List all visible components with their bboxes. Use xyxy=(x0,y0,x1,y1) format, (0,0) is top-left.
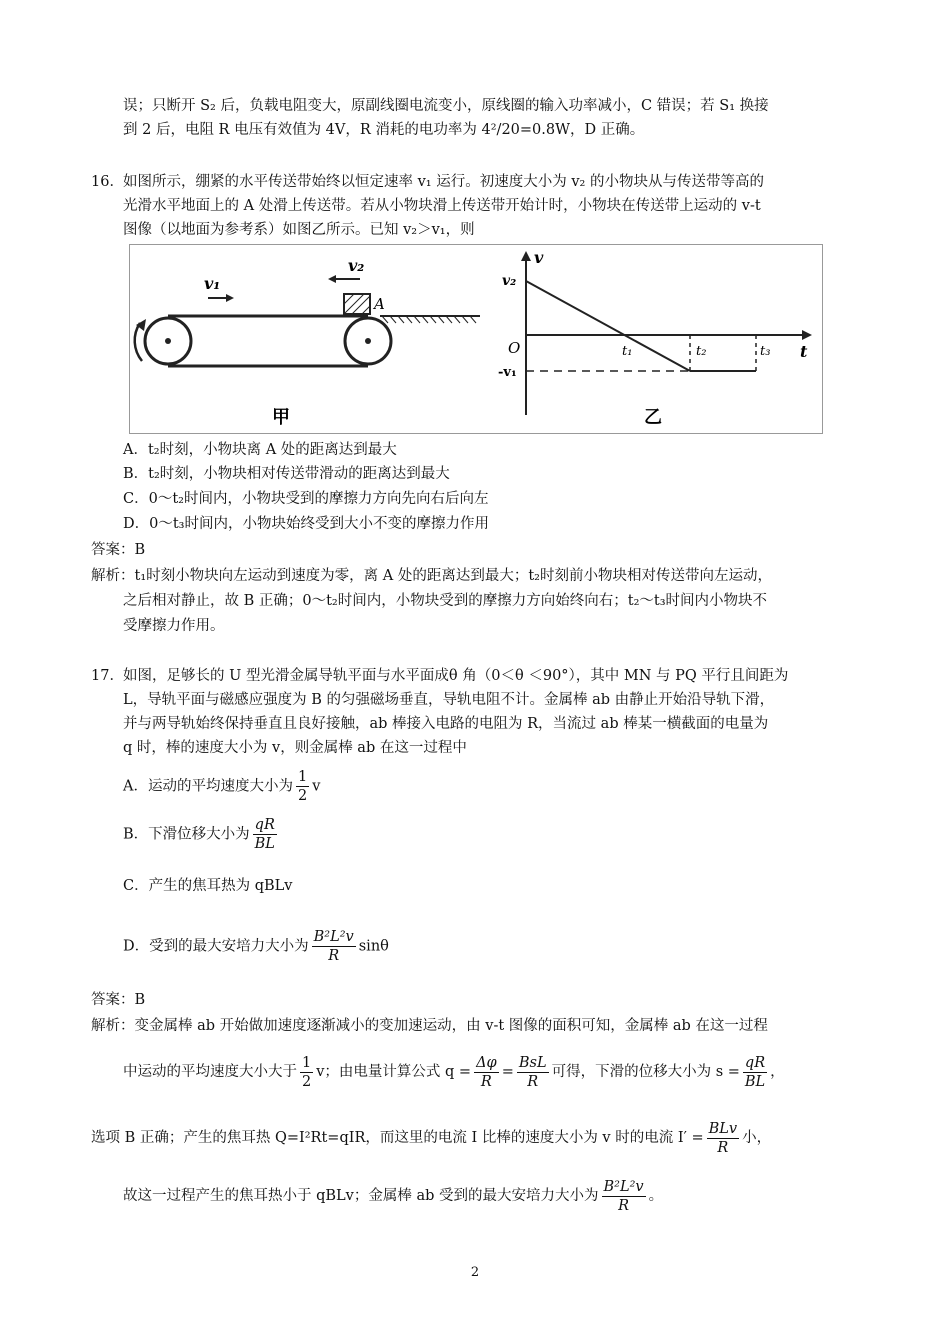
question-17-stem: 如图，足够长的 U 型光滑金属导轨平面与水平面成θ 角（0＜θ ＜90°），其中 MN 与 PQ 平行且间距为 xyxy=(123,668,789,684)
question-17-stem: L，导轨平面与磁感应强度为 B 的匀强磁场垂直，导轨电阻不计。金属棒 ab 由静止开始沿导轨下滑， xyxy=(123,692,775,708)
right-pulley-axle xyxy=(365,338,371,344)
block xyxy=(344,294,370,314)
t1-label: t₁ xyxy=(622,344,633,359)
option-d-tail: sinθ xyxy=(358,938,389,955)
option-b xyxy=(123,816,280,853)
fraction: $\frac{1}{2}$ xyxy=(297,769,308,804)
question-17-stem: 并与两导轨始终保持垂直且良好接触，ab 棒接入电路的电阻为 R，当流过 ab 棒某一横截面的电量为 xyxy=(123,716,769,732)
v-axis-arrowhead-icon xyxy=(521,251,531,261)
v1-arrowhead-icon xyxy=(226,294,234,302)
left-pulley-axle xyxy=(165,338,171,344)
v-axis-label: v xyxy=(534,248,544,267)
option-c: C．0～t₂时间内，小物块受到的摩擦力方向先向右后向左 xyxy=(123,491,489,507)
text-line: 到 2 后，电阻 R 电压有效值为 4V，R 消耗的电功率为 4²/20=0.8W，D 正确。 xyxy=(123,122,645,138)
t3-label: t₃ xyxy=(760,344,771,359)
question-17-number: 17． xyxy=(91,668,124,684)
v2-label: v₂ xyxy=(348,256,365,275)
figure-16 xyxy=(129,244,823,434)
question-16-stem: 图像（以地面为参考系）如图乙所示。已知 v₂＞v₁，则 xyxy=(123,222,475,238)
conveyor-diagram xyxy=(135,256,480,428)
answer: 答案：B xyxy=(91,542,146,558)
figure-yi-caption: 乙 xyxy=(644,407,662,428)
fraction: $\frac{qR}{BL}$ xyxy=(254,817,275,852)
option-a-text: A．运动的平均速度大小为 xyxy=(123,778,293,795)
origin-label: O xyxy=(508,339,521,357)
question-16-stem: 光滑水平地面上的 A 处滑上传送带。若从小物块滑上传送带开始计时，小物块在传送带上运动的 v-t xyxy=(123,198,761,214)
analysis: 之后相对静止，故 B 正确；0～t₂时间内，小物块受到的摩擦力方向始终向右；t₂～t₃时间内小物块不 xyxy=(123,593,768,609)
analysis: 选项 B 正确；产生的焦耳热 Q=I²Rt=qIR，而这里的电流 I 比棒的速度大小为 v 时的电流 I′ = $\frac{\text{BLv}}{R}$ 小， xyxy=(91,1120,772,1156)
analysis: 解析：变金属棒 ab 开始做加速度逐渐减小的变加速运动，由 v-t 图像的面积可知，金属棒 ab 在这一过程 xyxy=(91,1018,768,1034)
v2-tick-label: v₂ xyxy=(502,273,517,289)
t2-label: t₂ xyxy=(696,344,707,359)
ground-hatch xyxy=(382,316,476,323)
option-d xyxy=(123,928,389,965)
question-16-stem: 如图所示，绷紧的水平传送带始终以恒定速率 v₁ 运行。初速度大小为 v₂ 的小物块从与传送带等高的 xyxy=(123,174,764,190)
v2-arrowhead-icon xyxy=(328,275,336,283)
option-b: B．t₂时刻，小物块相对传送带滑动的距离达到最大 xyxy=(123,466,450,482)
text-line: 误；只断开 S₂ 后，负载电阻变大，原副线圈电流变小，原线圈的输入功率减小，C 错误；若 S₁ 换接 xyxy=(123,98,769,114)
rotation-arrow-icon xyxy=(135,323,142,361)
option-a: A．t₂时刻，小物块离 A 处的距离达到最大 xyxy=(123,442,397,458)
t-axis-arrowhead-icon xyxy=(802,330,812,340)
fraction: $\frac{\text{B²L²v}}{R}$ xyxy=(313,929,354,964)
analysis: 中运动的平均速度大小大于 $\frac{1}{2}$ v；由电量计算公式 q = $\frac{\Delta\varphi}{R}$ = $\frac{\text{BsL}}{R}$ 可得，下滑的位移大小为 s = $\frac{qR}{BL}$ ， xyxy=(123,1054,785,1090)
option-d: D．0～t₃时间内，小物块始终受到大小不变的摩擦力作用 xyxy=(123,516,489,532)
vt-line xyxy=(526,281,690,371)
option-d-text: D．受到的最大安培力大小为 xyxy=(123,938,309,955)
option-c: C．产生的焦耳热为 qBLv xyxy=(123,878,293,894)
analysis: 故这一过程产生的焦耳热小于 qBLv；金属棒 ab 受到的最大安培力大小为 $\frac{\text{B²L²v}}{R}$ 。 xyxy=(123,1178,664,1214)
option-a-tail: v xyxy=(312,778,321,795)
analysis: 受摩擦力作用。 xyxy=(123,618,225,634)
figure-16-svg xyxy=(130,245,822,433)
point-a-label: A xyxy=(374,295,385,313)
v1-label: v₁ xyxy=(204,274,221,293)
page-number: 2 xyxy=(470,1265,480,1280)
figure-jia-caption: 甲 xyxy=(272,407,290,428)
neg-v1-label: -v₁ xyxy=(498,365,517,380)
option-b-text: B．下滑位移大小为 xyxy=(123,826,250,843)
question-16-number: 16． xyxy=(91,174,124,190)
question-17-stem: q 时，棒的速度大小为 v，则金属棒 ab 在这一过程中 xyxy=(123,740,467,756)
option-a xyxy=(123,768,320,805)
vt-graph xyxy=(498,248,812,428)
analysis: 解析：t₁时刻小物块向左运动到速度为零，离 A 处的距离达到最大；t₂时刻前小物块相对传送带向左运动， xyxy=(91,568,772,584)
answer: 答案：B xyxy=(91,992,146,1008)
t-axis-label: t xyxy=(800,342,808,361)
